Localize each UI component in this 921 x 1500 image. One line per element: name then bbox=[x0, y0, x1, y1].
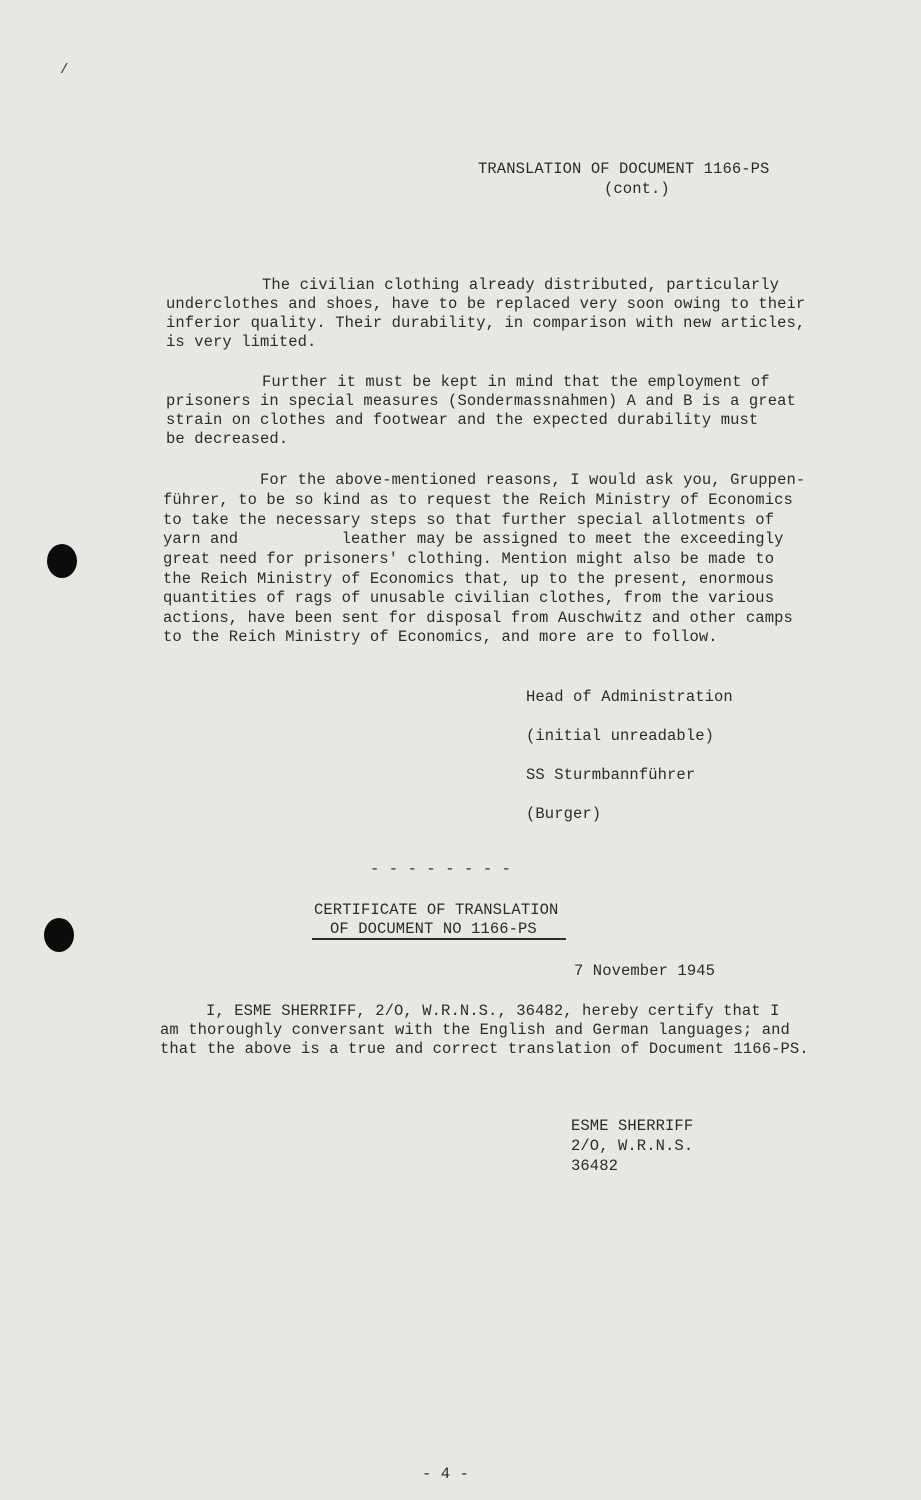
p3-line: to take the necessary steps so that further special allotments of bbox=[163, 511, 775, 529]
certifier-number: 36482 bbox=[571, 1157, 619, 1175]
p1-line: The civilian clothing already distributed, particularly bbox=[262, 276, 780, 294]
page-number: - 4 - bbox=[422, 1465, 470, 1483]
p3-line: actions, have been sent for disposal from Auschwitz and other camps bbox=[163, 609, 793, 627]
p3-line: yarn and leather may be assigned to meet the exceedingly bbox=[163, 530, 784, 548]
certificate-underline bbox=[312, 938, 566, 940]
certificate-title: CERTIFICATE OF TRANSLATION bbox=[314, 901, 559, 919]
p1-line: is very limited. bbox=[166, 333, 317, 351]
separator: - - - - - - - - bbox=[370, 860, 512, 878]
certificate-text-line: that the above is a true and correct translation of Document 1166-PS. bbox=[160, 1040, 809, 1058]
punch-hole-bottom bbox=[44, 918, 74, 952]
p2-line: prisoners in special measures (Sondermassnahmen) A and B is a great bbox=[166, 392, 796, 410]
p3-line: For the above-mentioned reasons, I would ask you, Gruppen- bbox=[260, 471, 806, 489]
punch-hole-top bbox=[47, 544, 77, 578]
certificate-date: 7 November 1945 bbox=[574, 962, 716, 980]
p3-line: führer, to be so kind as to request the Reich Ministry of Economics bbox=[163, 491, 793, 509]
translation-title: TRANSLATION OF DOCUMENT 1166-PS bbox=[478, 160, 770, 178]
signature-initial: (initial unreadable) bbox=[526, 727, 715, 745]
p2-line: Further it must be kept in mind that the employment of bbox=[262, 373, 770, 391]
certifier-name: ESME SHERRIFF bbox=[571, 1117, 694, 1135]
stray-mark: / bbox=[60, 62, 69, 78]
p3-line: quantities of rags of unusable civilian clothes, from the various bbox=[163, 589, 775, 607]
p1-line: underclothes and shoes, have to be replaced very soon owing to their bbox=[166, 295, 806, 313]
translation-cont: (cont.) bbox=[604, 180, 670, 198]
signature-name: (Burger) bbox=[526, 805, 602, 823]
p3-line: the Reich Ministry of Economics that, up to the present, enormous bbox=[163, 570, 775, 588]
p1-line: inferior quality. Their durability, in comparison with new articles, bbox=[166, 314, 806, 332]
signature-rank: SS Sturmbannführer bbox=[526, 766, 696, 784]
certificate-text-line: am thoroughly conversant with the English and German languages; and bbox=[160, 1021, 790, 1039]
certificate-text-line: I, ESME SHERRIFF, 2/O, W.R.N.S., 36482, hereby certify that I bbox=[206, 1002, 780, 1020]
p3-line: to the Reich Ministry of Economics, and more are to follow. bbox=[163, 628, 718, 646]
p2-line: be decreased. bbox=[166, 430, 289, 448]
certificate-subtitle: OF DOCUMENT NO 1166-PS bbox=[330, 920, 537, 938]
certifier-rank: 2/O, W.R.N.S. bbox=[571, 1137, 694, 1155]
p2-line: strain on clothes and footwear and the expected durability must bbox=[166, 411, 759, 429]
p3-line: great need for prisoners' clothing. Mention might also be made to bbox=[163, 550, 775, 568]
signature-title: Head of Administration bbox=[526, 688, 733, 706]
